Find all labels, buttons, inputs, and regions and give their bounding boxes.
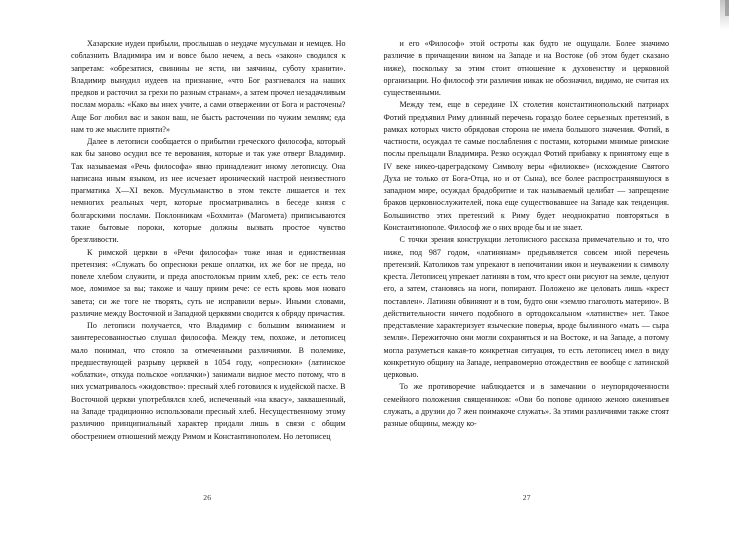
paragraph: Между тем, еще в середине IX столетия константинопольский патриарх Фотий предъявил Риму длинный перечень гораздо более серьезных претензий, в рамках которых чисто обрядовая сторона не имела большого значения. Фотий, в частности, осуждал те самые послабления с постами, которыми мнимые римские послы прельщали Владимира. Резко осуждал Фотий прибавку к принятому еще в IV веке никео-цареградскому Символу веры «филиокве» (исхождение Святого Духа не только от Бога-Отца, но и от Сына), все более распространявшуюся в западном мире, осуждал брадобритие и так называемый целибат — запрещение браков церковнослужителей, пока еще существовавшее на Западе как тенденция. Большинство этих претензий к Риму будет неоднократно повторяться в Константинополе. Философ же о них вроде бы и не знает. [383, 100, 669, 232]
page-number-left: 26 [203, 493, 212, 502]
paragraph: и его «Философ» этой остроты как будто не ощущали. Более значимо различие в причащении вином на Западе и на Востоке (об этом будет сказано ниже), поскольку за этим стоит отношение к духовенству и церковной организации. Но философ эти различия никак не обозначил, видимо, не считая их существенными. [383, 39, 669, 98]
paragraph: Хазарские иудеи прибыли, прослышав о неудаче мусульман и немцев. Но соблазнить Владимира им и вовсе было нечем, а весь «закон» сводился к запретам: «обрезатися, свинины не ясти, ни заячины, суботу хранити». Владимир вынудил иудеев на признание, «что Бог разгневался на наших предков и расточил за грехи по разным странам», а затем прочел незадачливым послам мораль: «Како вы инех учите, а сами отвержении от Бога и расточены? Аще Бог любил вас и закон ваш, не бысть расточении по чужим землям; еда нам то же мыслите прияти?» [71, 39, 346, 134]
paragraph: То же противоречие наблюдается и в замечании о неупорядоченности семейного положения священников: «Ови бо попове одиною женою оженивъея служать, а друзии до 7 жен поимакоче служать». За этими различиями также стоят разные общины, между ко- [383, 382, 669, 429]
page-right [365, 0, 729, 540]
left-page-textblock [71, 38, 346, 443]
paragraph: С точки зрения конструкции летописного рассказа примечательно и то, что ниже, под 987 годом, «латинянам» предъявляется совсем иной перечень претензий. Католиков там упрекают в непочитании икон и неуважении к символу креста. Летописец упрекает латинян в том, что крест они рисуют на земле, целуют его, а затем, становясь на ноги, попирают. Положено же целовать лишь «крест поставлен». Латинян обвиняют и в том, будто они «землю глаголють материю». В действительности ничего подобного в ортодоксальном «латинстве» нет. Такое представление характеризует языческие поверья, вроде былинного «мать — сыра земля». Пережиточно они могли сохраняться и на Востоке, и на Западе, а потому могла разуметься какая-то конкретная ситуация, то есть летописец имел в виду конкретную общину на Западе, неправомерно отождествив ее вообще с латинской церковью. [383, 235, 669, 380]
paragraph: К римской церкви в «Речи философа» тоже иная и единственная претензия: «Служать бо опресноки рекше оплатки, их же бог не преда, но повеле хлебом служити, и преда апостолокъм приим хлеб, рек: се есть тело мое, ломимое за вы; такоже и чашу приим рече: се есть кровь моя новаго завета; си же тоге не творять, суть не исправили веры». Иными словами, различие между Восточной и Западной церквями сводится к обряду причастия. [71, 247, 346, 318]
right-page-textblock [384, 38, 670, 431]
paragraph: Далее в летописи сообщается о прибытии греческого философа, который как бы заново осудил все те верования, которые и так уже отверг Владимир. Так называемая «Речь философа» явно принадлежит иному летописцу. Она написана иным языком, из нее исчезает иронический настрой неизвестного прагматика X—XI веков. Мусульманство в этом тексте лишается и тех немногих реальных черт, которые просматривались в беседе князя с болгарскими послами. Поклонникам «Бохмита» (Магомета) приписываются такие бытовые пороки, которые должны вызвать простое чувство брезгливости. [71, 137, 346, 245]
page-number-right: 27 [522, 493, 531, 502]
paragraph: По летописи получается, что Владимир с большим вниманием и заинтересованностью слушал философа. Между тем, похоже, и летописец мало понимал, что стояло за отмеченными различиями. В полемике, предшествующей разрыву церквей в 1054 году, «опресноки» (латинское «облатки», откуда польское «оплачки») занимали видное место потому, что в них усматривалось «жидовство»: пресный хлеб готовился к иудейской пасхе. В Восточной церкви употреблялся хлеб, испеченный «на квасу», заквашенный, на Западе традиционно использовали пресный хлеб. Несущественному этому различию принципиальный характер придали лишь в связи с общим обострением отношений между Римом и Константинополем. Но летописец [71, 321, 346, 441]
